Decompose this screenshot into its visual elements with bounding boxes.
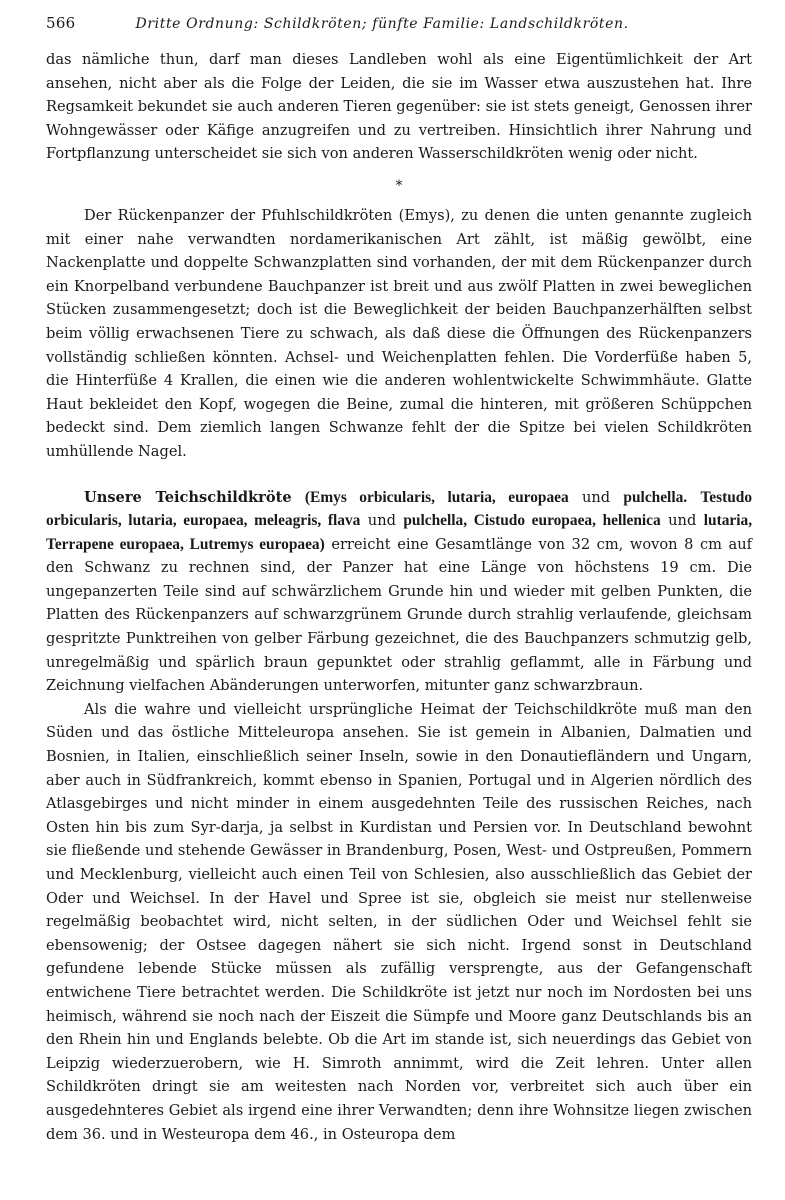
page-header — [46, 14, 752, 42]
synonym-list-1: (Emys orbicularis, lutaria, europaea — [304, 488, 569, 506]
paragraph-distribution: Als die wahre und vielleicht ursprüngliche Heimat der Teichschildkröte muß man den Süden und das östliche Mitteleuropa ansehen. Sie ist gemein in Albanien, Dalmatien und Bosnien, in Italien, einschließlich seiner Inseln, sowie in den Donautiefländern und Ungarn, aber auch in Südfrankreich, kommt ebenso in Spanien, Portugal und in Algerien nördlich des Atlasgebirges und nicht minder in einem ausgedehnten Teile des russischen Reiches, nach Osten hin bis zum Syr-darja, ja selbst in Kurdistan und Persien vor. In Deutschland bewohnt sie fließende und stehende Gewässer in Brandenburg, Posen, West- und Ostpreußen, Pommern und Mecklenburg, vielleicht auch einen Teil von Schlesien, also ausschließlich das Gebiet der Oder und Weichsel. In der Havel und Spree ist sie, obgleich sie meist nur stellenweise regelmäßig beobachtet wird, nicht selten, in der südlichen Oder und Weichsel fehlt sie ebensowenig; der Ostsee dagegen nähert sie sich nicht. Irgend sonst in Deutschland gefundene lebende Stücke müssen als zufällig versprengte, aus der Gefangenschaft entwichene Tiere betrachtet werden. Die Schildkröte ist jetzt nur noch im Nordosten bei uns heimisch, während sie noch nach der Eiszeit die Sümpfe und Moore ganz Deutschlands bis an den Rhein hin und Englands belebte. Ob die Art im stande ist, sich neuerdings das Gebiet von Leipzig wiederzuerobern, wie H. Simroth annimmt, wird die Zeit lehren. Unter allen Schildkröten dringt sie am weitesten nach Norden vor, verbreitet sich auch über ein ausgedehnteres Gebiet als irgend eine ihrer Verwandten; denn ihre Wohnsitze liegen zwischen dem 36. und in Westeuropa dem 46., in Osteuropa dem — [46, 700, 752, 1143]
paragraph-species-description — [46, 486, 752, 698]
synonym-list-3: Testudo orbicularis, lutaria, europaea, meleagris, flava — [46, 488, 753, 530]
page-number: 566 — [46, 14, 76, 32]
body-text — [46, 48, 752, 1146]
section-separator: * — [395, 177, 403, 194]
species-name: Unsere Teichschildkröte — [84, 488, 292, 506]
document-page — [46, 14, 752, 1146]
conjunction-2: und — [367, 512, 396, 530]
paragraph-continuation: das nämliche thun, darf man dieses Landleben wohl als eine Eigentümlichkeit der Art ansehen, nicht aber als die Folge der Leiden, die sie im Wasser etwa auszustehen hat. Ihre Regsamkeit bekundet sie auch anderen Tieren gegenüber: sie ist stets geneigt, Genossen ihrer Wohngewässer oder Käfige anzugreifen und zu vertreiben. Hinsichtlich ihrer Nahrung und Fortpflanzung unterscheidet sie sich von anderen Wasserschildkröten wenig oder nicht. — [46, 51, 752, 163]
species-description-text: erreicht eine Gesamtlänge von 32 cm, wovon 8 cm auf den Schwanz zu rechnen sind, der Panzer hat eine Länge von höchstens 19 cm. Die ungepanzerten Teile sind auf schwärzlichem Grunde hin und wieder mit gelben Punkten, die Platten des Rückenpanzers auf schwarzgrünem Grunde durch strahlig verlaufende, gleichsam gespritzte Punktreihen von gelber Färbung gezeichnet, die des Bauchpanzers schmutzig gelb, unregelmäßig und spärlich braun gepunktet oder strahlig geflammt, alle in Färbung und Zeichnung vielfachen Abänderungen unterworfen, mitunter ganz schwarzbraun. — [46, 535, 752, 695]
synonym-list-4: pulchella, Cistudo europaea, hellenica — [403, 512, 661, 530]
paragraph-genus-description: Der Rückenpanzer der Pfuhlschildkröten (Emys), zu denen die unten genannte zugleich mit einer nahe verwandten nordamerikanischen Art zählt, ist mäßig gewölbt, eine Nackenplatte und doppelte Schwanzplatten sind vorhanden, der mit dem Rückenpanzer durch ein Knorpelband verbundene Bauchpanzer ist breit und aus zwölf Platten in zwei beweglichen Stücken zusammengesetzt; doch ist die Beweglichkeit der beiden Bauchpanzerhälften selbst beim völlig erwachsenen Tiere zu schwach, als daß diese die Öffnungen des Rückenpanzers vollständig schließen könnten. Achsel- und Weichenplatten fehlen. Die Vorderfüße haben 5, die Hinterfüße 4 Krallen, die einen wie die anderen wohlentwickelte Schwimmhäute. Glatte Haut bekleidet den Kopf, wogegen die Beine, zumal die hinteren, mit größeren Schüppchen bedeckt sind. Dem ziemlich langen Schwanze fehlt der die Spitze bei vielen Schildkröten umhüllende Nagel. — [46, 206, 752, 460]
conjunction-1: und — [581, 488, 611, 506]
section-gap — [46, 464, 752, 486]
synonym-list-5: lutaria, Terrapene europaea, Lutremys europaea) — [46, 512, 753, 553]
conjunction-3: und — [668, 512, 697, 530]
synonym-list-2: pulchella. — [623, 488, 688, 506]
running-head: Dritte Ordnung: Schildkröten; fünfte Familie: Landschildkröten. — [135, 16, 629, 32]
